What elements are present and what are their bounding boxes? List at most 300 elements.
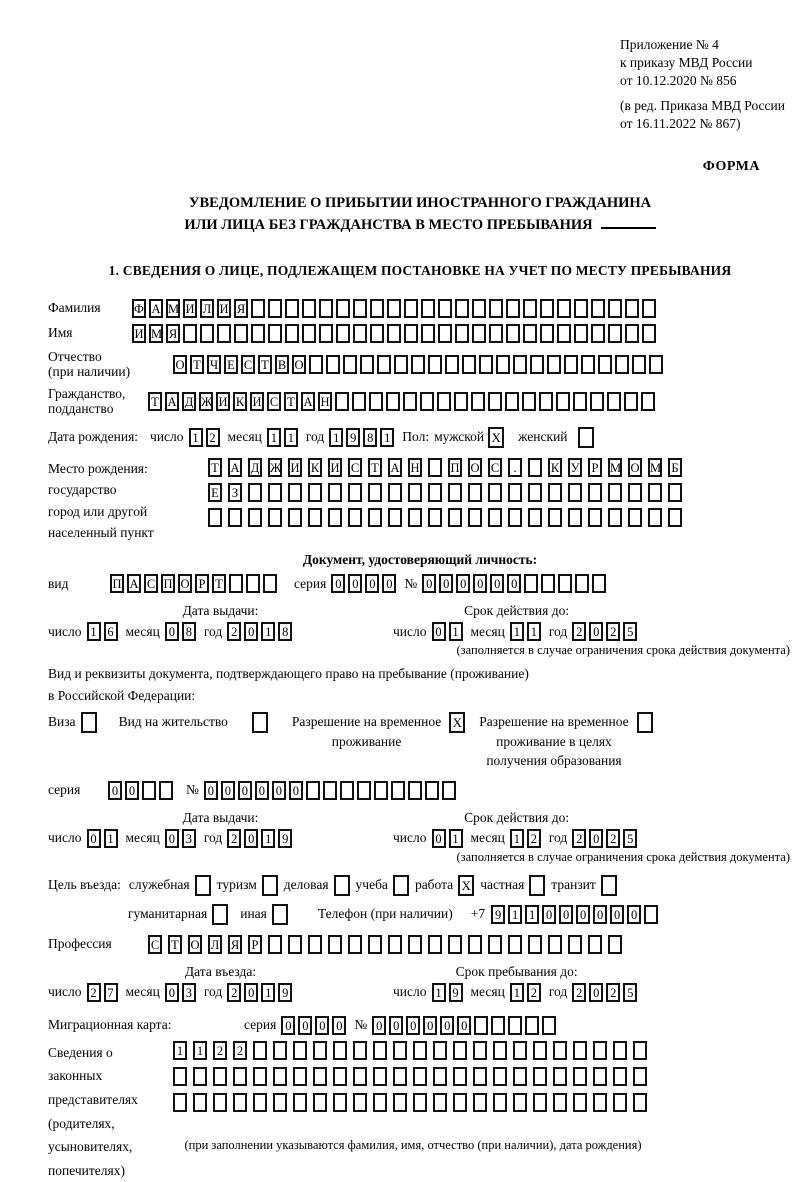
char-box[interactable] [568, 483, 582, 502]
char-box[interactable]: 0 [331, 574, 345, 593]
char-box[interactable] [348, 483, 362, 502]
char-box[interactable] [333, 1041, 347, 1060]
char-box[interactable] [489, 299, 503, 318]
char-box[interactable]: 0 [244, 983, 258, 1002]
char-box[interactable] [632, 355, 646, 374]
char-box[interactable] [540, 299, 554, 318]
char-box[interactable]: 2 [227, 829, 241, 848]
char-box[interactable]: 0 [289, 781, 303, 800]
char-box[interactable] [293, 1041, 307, 1060]
char-box[interactable] [313, 1093, 327, 1112]
char-box[interactable] [323, 781, 337, 800]
blank-underline[interactable] [601, 217, 656, 229]
char-box[interactable] [508, 508, 522, 527]
char-box[interactable] [393, 1041, 407, 1060]
char-box[interactable]: 1 [449, 622, 463, 641]
char-box[interactable] [523, 299, 537, 318]
char-box[interactable] [420, 392, 434, 411]
char-box[interactable] [644, 905, 658, 924]
char-box[interactable]: Д [248, 458, 262, 477]
char-box[interactable] [540, 324, 554, 343]
char-box[interactable] [448, 935, 462, 954]
char-box[interactable]: А [388, 458, 402, 477]
char-box[interactable] [488, 392, 502, 411]
char-box[interactable] [428, 355, 442, 374]
char-box[interactable]: 0 [610, 905, 624, 924]
char-box[interactable] [353, 299, 367, 318]
char-box[interactable]: 0 [238, 781, 252, 800]
char-box[interactable] [228, 508, 242, 527]
char-box[interactable] [528, 458, 542, 477]
char-box[interactable] [573, 1041, 587, 1060]
char-box[interactable]: 0 [490, 574, 504, 593]
char-box[interactable]: М [648, 458, 662, 477]
char-box[interactable] [581, 355, 595, 374]
char-box[interactable] [593, 1041, 607, 1060]
char-box[interactable] [213, 1067, 227, 1086]
char-box[interactable] [229, 574, 243, 593]
char-box[interactable]: И [328, 458, 342, 477]
char-box[interactable] [633, 1067, 647, 1086]
char-box[interactable] [548, 935, 562, 954]
char-box[interactable] [455, 324, 469, 343]
char-box[interactable] [607, 392, 621, 411]
char-box[interactable] [542, 1016, 556, 1035]
char-box[interactable] [598, 355, 612, 374]
char-box[interactable] [633, 1093, 647, 1112]
char-box[interactable] [468, 483, 482, 502]
char-box[interactable] [233, 1067, 247, 1086]
char-box[interactable] [468, 935, 482, 954]
char-box[interactable] [413, 1093, 427, 1112]
char-box[interactable] [528, 483, 542, 502]
char-box[interactable] [613, 1041, 627, 1060]
char-box[interactable] [408, 483, 422, 502]
char-box[interactable]: И [288, 458, 302, 477]
char-box[interactable]: Т [148, 392, 162, 411]
char-box[interactable]: Я [166, 324, 180, 343]
char-box[interactable]: 2 [572, 622, 586, 641]
char-box[interactable] [462, 355, 476, 374]
char-box[interactable]: 1 [527, 622, 541, 641]
char-box[interactable] [285, 299, 299, 318]
char-box[interactable] [453, 1093, 467, 1112]
char-box[interactable]: М [608, 458, 622, 477]
char-box[interactable] [438, 324, 452, 343]
char-box[interactable]: 7 [104, 983, 118, 1002]
char-box[interactable]: 0 [382, 574, 396, 593]
char-box[interactable] [293, 1093, 307, 1112]
purpose-other-checkbox[interactable] [272, 904, 288, 925]
char-box[interactable]: З [228, 483, 242, 502]
char-box[interactable] [522, 392, 536, 411]
char-box[interactable]: У [568, 458, 582, 477]
char-box[interactable]: 2 [606, 829, 620, 848]
char-box[interactable] [613, 1067, 627, 1086]
temp-residence-edu-checkbox[interactable] [637, 712, 653, 733]
char-box[interactable] [335, 392, 349, 411]
char-box[interactable]: 0 [423, 1016, 437, 1035]
char-box[interactable] [308, 483, 322, 502]
char-box[interactable] [388, 483, 402, 502]
char-box[interactable] [613, 1093, 627, 1112]
char-box[interactable] [433, 1067, 447, 1086]
char-box[interactable] [313, 1067, 327, 1086]
purpose-business-checkbox[interactable] [334, 875, 350, 896]
char-box[interactable] [588, 483, 602, 502]
char-box[interactable] [253, 1067, 267, 1086]
char-box[interactable] [253, 1041, 267, 1060]
char-box[interactable] [553, 1067, 567, 1086]
char-box[interactable] [533, 1041, 547, 1060]
char-box[interactable] [513, 1093, 527, 1112]
char-box[interactable] [574, 299, 588, 318]
char-box[interactable] [608, 483, 622, 502]
char-box[interactable] [374, 781, 388, 800]
char-box[interactable] [386, 392, 400, 411]
char-box[interactable]: К [308, 458, 322, 477]
char-box[interactable]: 3 [182, 983, 196, 1002]
char-box[interactable]: 0 [272, 781, 286, 800]
char-box[interactable] [309, 355, 323, 374]
char-box[interactable]: 0 [244, 622, 258, 641]
char-box[interactable] [591, 324, 605, 343]
char-box[interactable] [433, 1041, 447, 1060]
char-box[interactable]: 0 [332, 1016, 346, 1035]
char-box[interactable] [377, 355, 391, 374]
char-box[interactable]: Т [212, 574, 226, 593]
char-box[interactable] [233, 1093, 247, 1112]
char-box[interactable]: Т [284, 392, 298, 411]
char-box[interactable] [448, 508, 462, 527]
char-box[interactable] [505, 392, 519, 411]
char-box[interactable]: Я [234, 299, 248, 318]
char-box[interactable] [369, 392, 383, 411]
residence-permit-checkbox[interactable] [252, 712, 268, 733]
char-box[interactable] [234, 324, 248, 343]
char-box[interactable] [547, 355, 561, 374]
char-box[interactable] [357, 781, 371, 800]
purpose-transit-checkbox[interactable] [601, 875, 617, 896]
char-box[interactable] [553, 1041, 567, 1060]
char-box[interactable] [333, 1093, 347, 1112]
char-box[interactable]: 0 [315, 1016, 329, 1035]
char-box[interactable] [641, 392, 655, 411]
char-box[interactable]: 0 [432, 622, 446, 641]
char-box[interactable]: Л [208, 935, 222, 954]
char-box[interactable] [493, 1041, 507, 1060]
char-box[interactable] [368, 508, 382, 527]
char-box[interactable] [308, 935, 322, 954]
char-box[interactable]: М [166, 299, 180, 318]
char-box[interactable] [493, 1067, 507, 1086]
char-box[interactable]: О [468, 458, 482, 477]
char-box[interactable] [668, 483, 682, 502]
char-box[interactable] [193, 1093, 207, 1112]
char-box[interactable]: 2 [227, 622, 241, 641]
char-box[interactable]: 6 [104, 622, 118, 641]
char-box[interactable]: 0 [542, 905, 556, 924]
char-box[interactable]: 1 [261, 829, 275, 848]
char-box[interactable] [496, 355, 510, 374]
char-box[interactable] [472, 324, 486, 343]
char-box[interactable] [442, 781, 456, 800]
char-box[interactable] [592, 574, 606, 593]
char-box[interactable]: Р [588, 458, 602, 477]
char-box[interactable] [404, 299, 418, 318]
char-box[interactable] [268, 508, 282, 527]
char-box[interactable] [285, 324, 299, 343]
char-box[interactable]: 5 [623, 829, 637, 848]
char-box[interactable]: 2 [572, 983, 586, 1002]
char-box[interactable]: 8 [182, 622, 196, 641]
char-box[interactable]: И [250, 392, 264, 411]
char-box[interactable] [489, 324, 503, 343]
char-box[interactable]: 2 [606, 622, 620, 641]
char-box[interactable] [528, 508, 542, 527]
char-box[interactable] [173, 1067, 187, 1086]
char-box[interactable] [649, 355, 663, 374]
char-box[interactable]: 8 [363, 428, 377, 447]
char-box[interactable]: 8 [278, 622, 292, 641]
char-box[interactable]: 0 [406, 1016, 420, 1035]
char-box[interactable]: 5 [623, 983, 637, 1002]
char-box[interactable] [393, 1093, 407, 1112]
char-box[interactable]: Р [248, 935, 262, 954]
char-box[interactable]: 0 [440, 1016, 454, 1035]
char-box[interactable] [193, 1067, 207, 1086]
char-box[interactable]: 1 [508, 905, 522, 924]
char-box[interactable] [473, 1067, 487, 1086]
char-box[interactable]: 0 [456, 574, 470, 593]
char-box[interactable] [445, 355, 459, 374]
char-box[interactable]: 1 [193, 1041, 207, 1060]
char-box[interactable] [593, 1067, 607, 1086]
char-box[interactable]: 0 [108, 781, 122, 800]
char-box[interactable] [433, 1093, 447, 1112]
char-box[interactable]: 0 [439, 574, 453, 593]
char-box[interactable] [608, 935, 622, 954]
char-box[interactable] [473, 1041, 487, 1060]
char-box[interactable]: 0 [593, 905, 607, 924]
char-box[interactable]: О [188, 935, 202, 954]
char-box[interactable] [246, 574, 260, 593]
char-box[interactable] [533, 1093, 547, 1112]
char-box[interactable] [479, 355, 493, 374]
char-box[interactable] [408, 508, 422, 527]
char-box[interactable] [248, 508, 262, 527]
char-box[interactable] [453, 1041, 467, 1060]
char-box[interactable] [268, 299, 282, 318]
char-box[interactable]: 0 [87, 829, 101, 848]
char-box[interactable] [508, 483, 522, 502]
char-box[interactable] [564, 355, 578, 374]
char-box[interactable] [302, 299, 316, 318]
purpose-humanitarian-checkbox[interactable] [212, 904, 228, 925]
char-box[interactable]: С [144, 574, 158, 593]
char-box[interactable]: С [488, 458, 502, 477]
char-box[interactable] [506, 299, 520, 318]
char-box[interactable] [213, 1093, 227, 1112]
char-box[interactable]: А [301, 392, 315, 411]
char-box[interactable]: 2 [213, 1041, 227, 1060]
char-box[interactable] [528, 935, 542, 954]
char-box[interactable] [348, 508, 362, 527]
char-box[interactable]: В [275, 355, 289, 374]
char-box[interactable] [593, 1093, 607, 1112]
char-box[interactable] [413, 1041, 427, 1060]
char-box[interactable] [539, 392, 553, 411]
char-box[interactable] [455, 299, 469, 318]
char-box[interactable] [391, 781, 405, 800]
char-box[interactable]: Е [224, 355, 238, 374]
char-box[interactable]: Н [318, 392, 332, 411]
char-box[interactable]: Т [190, 355, 204, 374]
char-box[interactable] [273, 1093, 287, 1112]
char-box[interactable] [394, 355, 408, 374]
char-box[interactable]: Л [200, 299, 214, 318]
char-box[interactable] [588, 508, 602, 527]
char-box[interactable] [251, 324, 265, 343]
char-box[interactable] [468, 508, 482, 527]
char-box[interactable] [403, 392, 417, 411]
char-box[interactable]: 9 [346, 428, 360, 447]
char-box[interactable] [302, 324, 316, 343]
char-box[interactable] [472, 299, 486, 318]
char-box[interactable] [308, 508, 322, 527]
char-box[interactable] [615, 355, 629, 374]
char-box[interactable] [448, 483, 462, 502]
char-box[interactable] [373, 1067, 387, 1086]
char-box[interactable] [533, 1067, 547, 1086]
char-box[interactable] [368, 483, 382, 502]
char-box[interactable]: 0 [473, 574, 487, 593]
char-box[interactable]: 0 [244, 829, 258, 848]
char-box[interactable] [306, 781, 320, 800]
char-box[interactable] [608, 324, 622, 343]
temp-residence-checkbox[interactable]: X [449, 712, 465, 733]
female-checkbox[interactable] [578, 427, 594, 448]
char-box[interactable] [408, 935, 422, 954]
char-box[interactable]: Н [408, 458, 422, 477]
char-box[interactable]: П [110, 574, 124, 593]
char-box[interactable] [353, 324, 367, 343]
char-box[interactable] [428, 508, 442, 527]
char-box[interactable]: Т [258, 355, 272, 374]
visa-checkbox[interactable] [81, 712, 97, 733]
char-box[interactable]: Ф [132, 299, 146, 318]
char-box[interactable]: А [228, 458, 242, 477]
char-box[interactable]: Ч [207, 355, 221, 374]
char-box[interactable]: 2 [227, 983, 241, 1002]
char-box[interactable] [336, 299, 350, 318]
char-box[interactable] [425, 781, 439, 800]
char-box[interactable]: 1 [510, 829, 524, 848]
char-box[interactable]: М [149, 324, 163, 343]
char-box[interactable]: 1 [87, 622, 101, 641]
char-box[interactable] [326, 355, 340, 374]
char-box[interactable] [642, 324, 656, 343]
char-box[interactable] [525, 1016, 539, 1035]
char-box[interactable] [268, 935, 282, 954]
char-box[interactable]: 1 [189, 428, 203, 447]
char-box[interactable] [488, 935, 502, 954]
char-box[interactable]: 2 [527, 983, 541, 1002]
char-box[interactable] [642, 299, 656, 318]
char-box[interactable]: 1 [510, 983, 524, 1002]
char-box[interactable] [488, 508, 502, 527]
char-box[interactable] [524, 574, 538, 593]
char-box[interactable]: 1 [267, 428, 281, 447]
char-box[interactable]: Е [208, 483, 222, 502]
char-box[interactable]: А [127, 574, 141, 593]
char-box[interactable] [438, 299, 452, 318]
char-box[interactable] [333, 1067, 347, 1086]
char-box[interactable]: С [148, 935, 162, 954]
char-box[interactable] [625, 299, 639, 318]
char-box[interactable]: А [149, 299, 163, 318]
char-box[interactable] [251, 299, 265, 318]
char-box[interactable]: . [508, 458, 522, 477]
char-box[interactable] [608, 508, 622, 527]
char-box[interactable] [628, 508, 642, 527]
char-box[interactable] [513, 1041, 527, 1060]
char-box[interactable] [173, 1093, 187, 1112]
char-box[interactable]: Т [368, 458, 382, 477]
char-box[interactable]: 0 [165, 622, 179, 641]
char-box[interactable] [387, 324, 401, 343]
purpose-tourism-checkbox[interactable] [262, 875, 278, 896]
char-box[interactable] [387, 299, 401, 318]
char-box[interactable]: 1 [432, 983, 446, 1002]
char-box[interactable]: 0 [422, 574, 436, 593]
char-box[interactable] [268, 483, 282, 502]
char-box[interactable]: Д [182, 392, 196, 411]
char-box[interactable]: 0 [165, 983, 179, 1002]
char-box[interactable]: С [267, 392, 281, 411]
char-box[interactable] [370, 324, 384, 343]
char-box[interactable] [352, 392, 366, 411]
char-box[interactable] [293, 1067, 307, 1086]
purpose-study-checkbox[interactable] [393, 875, 409, 896]
char-box[interactable] [668, 508, 682, 527]
char-box[interactable] [340, 781, 354, 800]
char-box[interactable] [353, 1093, 367, 1112]
char-box[interactable] [253, 1093, 267, 1112]
char-box[interactable]: 0 [165, 829, 179, 848]
char-box[interactable] [263, 574, 277, 593]
char-box[interactable] [488, 483, 502, 502]
char-box[interactable] [575, 574, 589, 593]
char-box[interactable]: 1 [510, 622, 524, 641]
char-box[interactable]: 0 [576, 905, 590, 924]
char-box[interactable] [288, 483, 302, 502]
char-box[interactable] [343, 355, 357, 374]
char-box[interactable] [625, 324, 639, 343]
char-box[interactable] [557, 299, 571, 318]
char-box[interactable] [523, 324, 537, 343]
char-box[interactable] [421, 299, 435, 318]
char-box[interactable] [591, 299, 605, 318]
char-box[interactable] [453, 1067, 467, 1086]
char-box[interactable] [408, 781, 422, 800]
char-box[interactable] [328, 935, 342, 954]
char-box[interactable] [393, 1067, 407, 1086]
char-box[interactable]: 3 [182, 829, 196, 848]
char-box[interactable] [428, 458, 442, 477]
char-box[interactable]: Т [208, 458, 222, 477]
char-box[interactable]: 2 [527, 829, 541, 848]
